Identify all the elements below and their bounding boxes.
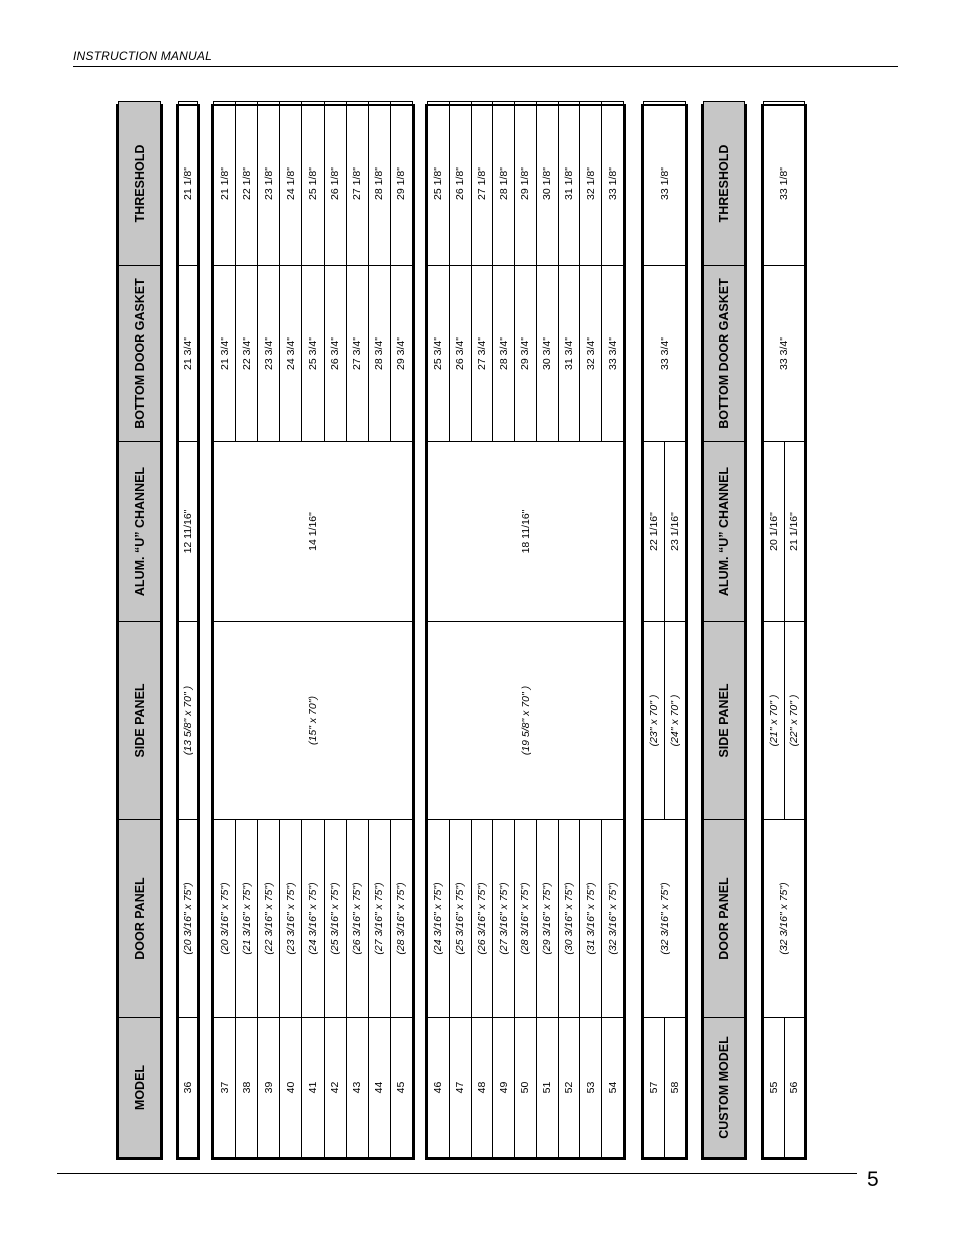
table-row: 58 (24" x 70" ) 23 1/16" [665, 102, 686, 1158]
table-row: 44 (27 3/16" x 75") 28 3/4" 28 1/8" [368, 102, 390, 1158]
group-b [211, 104, 415, 1160]
table2-header [701, 104, 747, 1160]
col-bottom-gasket: BOTTOM DOOR GASKET [704, 266, 745, 442]
col-side-panel: SIDE PANEL [119, 622, 161, 820]
group-c [425, 104, 626, 1160]
gasket-merged: 33 3/4" [764, 266, 805, 442]
table-row: 52 (30 3/16" x 75") 31 3/4" 31 1/8" [558, 102, 580, 1158]
table-row: 37 (20 3/16" x 75") (15" x 70") 14 1/16" 21 3/4" 21 1/8" [214, 102, 236, 1158]
table-row: 42 (25 3/16" x 75") 26 3/4" 26 1/8" [324, 102, 346, 1158]
rotated-tables [116, 104, 806, 1160]
table-row: 53 (31 3/16" x 75") 32 3/4" 32 1/8" [580, 102, 602, 1158]
page-number: 5 [867, 1168, 879, 1191]
table-row: 43 (26 3/16" x 75") 27 3/4" 27 1/8" [346, 102, 368, 1158]
channel-merged: 14 1/16" [214, 442, 413, 622]
col-side-panel: SIDE PANEL [704, 622, 745, 820]
col-u-channel: ALUM. “U” CHANNEL [704, 442, 745, 622]
table-row: 47 (25 3/16" x 75") 26 3/4" 26 1/8" [449, 102, 471, 1158]
table2-body [761, 104, 807, 1160]
table-row: 50 (28 3/16" x 75") 29 3/4" 29 1/8" [515, 102, 537, 1158]
side-panel-merged: (19 5/8" x 70" ) [428, 622, 624, 820]
table-row: 54 (32 3/16" x 75") 33 3/4" 33 1/8" [602, 102, 624, 1158]
channel-merged: 18 11/16" [428, 442, 624, 622]
threshold-merged: 33 1/8" [764, 102, 805, 266]
table-row: 56 (22" x 70" ) 21 1/16" [784, 102, 805, 1158]
table-row: 57 (32 3/16" x 75") (23" x 70" ) 22 1/16" 33 3/4" 33 1/8" [644, 102, 665, 1158]
group-d [641, 104, 688, 1160]
col-threshold: THRESHOLD [119, 102, 161, 266]
door-panel-merged: (32 3/16" x 75") [764, 820, 805, 1018]
gasket-merged: 33 3/4" [644, 266, 686, 442]
table-row: 38 (21 3/16" x 75") 22 3/4" 22 1/8" [236, 102, 258, 1158]
table-row: 51 (29 3/16" x 75") 30 3/4" 30 1/8" [536, 102, 558, 1158]
col-custom-model: CUSTOM MODEL [704, 1018, 745, 1158]
table-row: 36 (20 3/16" x 75") (13 5/8" x 70" ) 12 11/16" 21 3/4" 21 1/8" [179, 102, 198, 1158]
col-door-panel: DOOR PANEL [704, 820, 745, 1018]
header-rule [73, 66, 898, 67]
col-bottom-gasket: BOTTOM DOOR GASKET [119, 266, 161, 442]
table-row: 41 (24 3/16" x 75") 25 3/4" 25 1/8" [302, 102, 324, 1158]
threshold-merged: 33 1/8" [644, 102, 686, 266]
col-u-channel: ALUM. “U” CHANNEL [119, 442, 161, 622]
table-row: 45 (28 3/16" x 75") 29 3/4" 29 1/8" [390, 102, 412, 1158]
side-panel-merged: (15" x 70") [214, 622, 413, 820]
table1-header [116, 104, 163, 1160]
header-title: INSTRUCTION MANUAL [73, 49, 212, 63]
group-a [176, 104, 200, 1160]
door-panel-merged: (32 3/16" x 75") [644, 820, 686, 1018]
col-model: MODEL [119, 1018, 161, 1158]
col-threshold: THRESHOLD [704, 102, 745, 266]
table-row: 55 (32 3/16" x 75") (21" x 70" ) 20 1/16" 33 3/4" 33 1/8" [764, 102, 785, 1158]
table-row: 46 (24 3/16" x 75") (19 5/8" x 70" ) 18 11/16" 25 3/4" 25 1/8" [428, 102, 450, 1158]
col-door-panel: DOOR PANEL [119, 820, 161, 1018]
table-row: 49 (27 3/16" x 75") 28 3/4" 28 1/8" [493, 102, 515, 1158]
table-row: 48 (26 3/16" x 75") 27 3/4" 27 1/8" [471, 102, 493, 1158]
table-row: 40 (23 3/16" x 75") 24 3/4" 24 1/8" [280, 102, 302, 1158]
table-row: 39 (22 3/16" x 75") 23 3/4" 23 1/8" [258, 102, 280, 1158]
footer-rule [57, 1173, 857, 1174]
